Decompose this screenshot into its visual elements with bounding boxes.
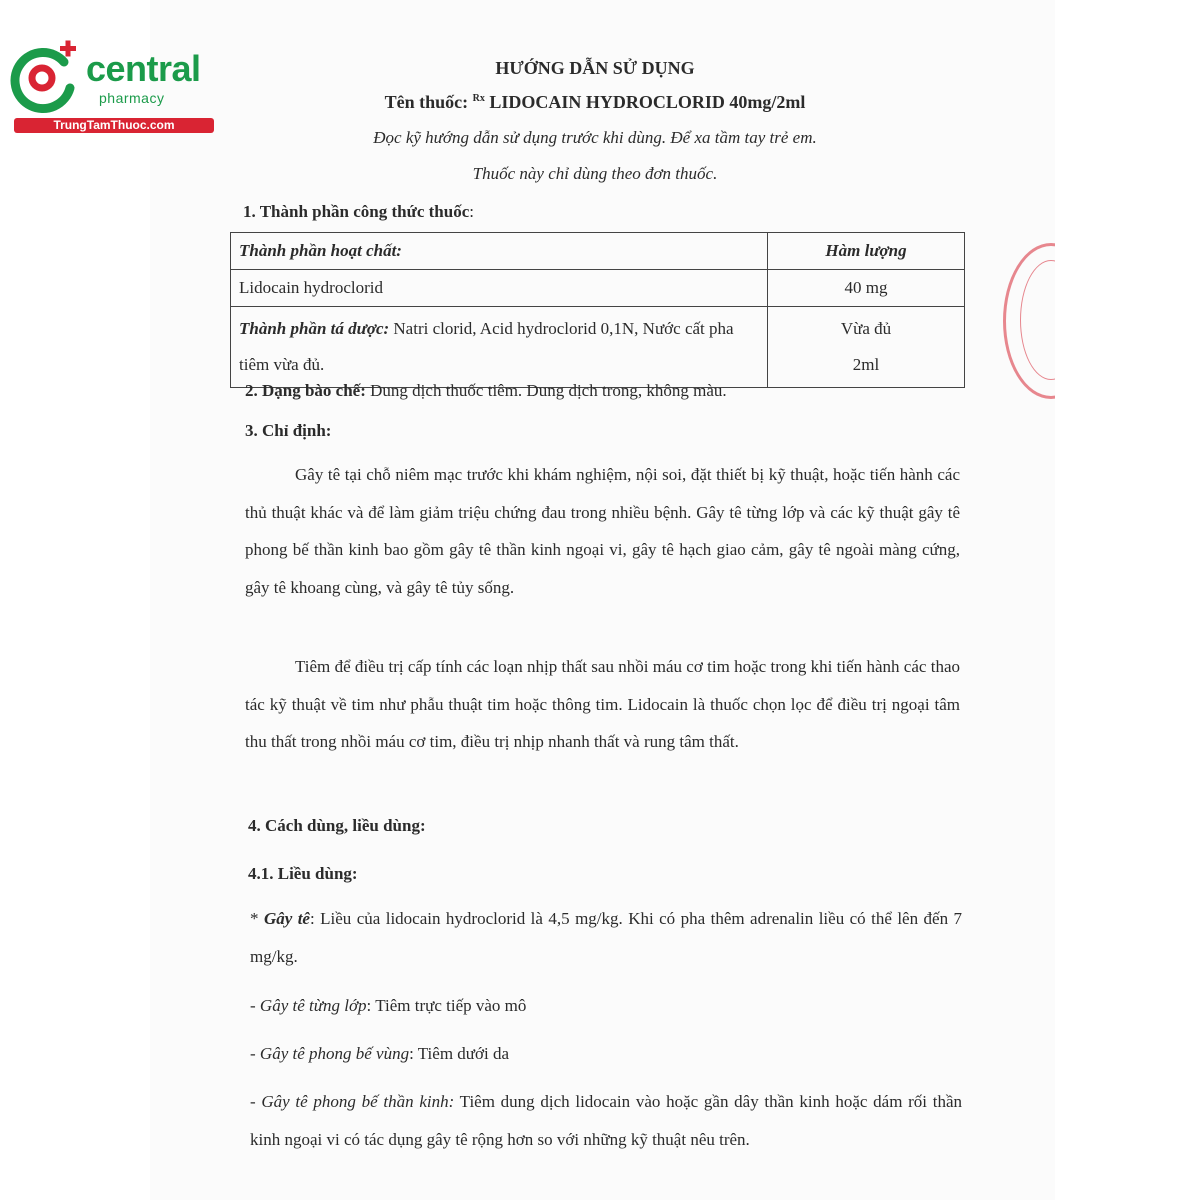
brand-logo[interactable] (8, 38, 218, 138)
table-row (231, 270, 965, 307)
section-4-heading (248, 816, 426, 836)
header-amount: Hàm lượng (768, 233, 965, 270)
section-2-title: 2. Dạng bào chế: (245, 381, 366, 400)
header-ingredient: Thành phần hoạt chất: (231, 233, 768, 270)
table-row (231, 307, 965, 388)
section-2-text: Dung dịch thuốc tiêm. Dung dịch trong, không màu. (370, 381, 727, 400)
section-3-title: 3. Chỉ định: (245, 421, 332, 440)
section-1-heading (243, 202, 474, 222)
prescription-note: Thuốc này chỉ dùng theo đơn thuốc. (472, 164, 718, 183)
drug-name: LIDOCAIN HYDROCLORID 40mg/2ml (489, 92, 806, 112)
dosage-item-3-label: - Gây tê phong bế thần kinh: (250, 1092, 455, 1111)
section-1-colon: : (469, 202, 474, 221)
dosage-label: Gây tê (263, 909, 310, 928)
dosage-item-2-text: : Tiêm dưới da (409, 1044, 510, 1063)
section-4-title: 4. Cách dùng, liều dùng: (248, 816, 426, 835)
indication-paragraph-2 (245, 648, 960, 761)
dosage-item-2-label: - Gây tê phong bế vùng (250, 1044, 410, 1063)
excipient-amount (768, 307, 965, 388)
document-title: HƯỚNG DẪN SỬ DỤNG (495, 58, 695, 78)
dosage-item-2 (250, 1044, 509, 1064)
ingredient-amount: 40 mg (768, 270, 965, 307)
drug-name-label: Tên thuốc: (384, 92, 469, 112)
dosage-anesthesia (250, 900, 962, 976)
section-4-1-title: 4.1. Liều dùng: (248, 864, 358, 883)
excipient-amount-1: Vừa đủ (840, 319, 892, 338)
dosage-bullet: * (250, 909, 264, 928)
logo-wordmark: central (86, 48, 201, 89)
drug-name-line (200, 92, 990, 113)
section-4-1-heading (248, 864, 358, 884)
excipient-amount-2: 2ml (852, 355, 880, 374)
excipient-cell (231, 307, 768, 388)
section-2 (245, 381, 727, 401)
ingredient-name: Lidocain hydroclorid (231, 270, 768, 307)
logo-subtitle: pharmacy (99, 90, 165, 106)
dosage-item-3-text: Tiêm dung dịch lidocain vào hoặc gần dây thần kinh hoặc dám rối thần kinh ngoại vi có tác dụng gây tê rộng hơn so với những kỹ thuật nêu trên. (250, 1092, 962, 1149)
excipient-label: Thành phần tá dược: (239, 319, 390, 338)
page-margin (1055, 0, 1200, 1200)
pharmacy-cross-icon (8, 38, 88, 118)
section-3-heading (245, 421, 331, 441)
table-row (231, 233, 965, 270)
section-1-title: 1. Thành phần công thức thuốc (243, 202, 470, 221)
dosage-item-3 (250, 1083, 962, 1159)
composition-table (230, 232, 965, 388)
rx-symbol: Rx (472, 93, 485, 104)
dosage-text: : Liều của lidocain hydroclorid là 4,5 mg/kg. Khi có pha thêm adrenalin liều có thể lên đến 7 mg/kg. (250, 909, 963, 966)
excipient-text: Natri clorid, Acid hydroclorid 0,1N, Nước cất pha tiêm vừa đủ. (239, 319, 734, 374)
indication-paragraph-1 (245, 456, 960, 606)
indication-text-2: Tiêm để điều trị cấp tính các loạn nhịp thất sau nhồi máu cơ tim hoặc trong khi tiến hành các thao tác kỹ thuật về tim như phẫu thuật tim hoặc thông tim. Lidocain là thuốc chọn lọc để điều trị ngoại tâm thu thất trong nhồi máu cơ tim, điều trị nhịp nhanh thất và rung tâm thất. (245, 657, 960, 751)
dosage-item-1-label: - Gây tê từng lớp (250, 996, 367, 1015)
indication-text-1: Gây tê tại chỗ niêm mạc trước khi khám nghiệm, nội soi, đặt thiết bị kỹ thuật, hoặc tiến hành các thủ thuật khác và để làm giảm triệu chứng đau trong nhiều bệnh. Gây tê từng lớp và các kỹ thuật gây tê phong bế thần kinh bao gồm gây tê thần kinh ngoại vi, gây tê hạch giao cảm, gây tê ngoài màng cứng, gây tê khoang cùng, và gây tê tủy sống. (245, 465, 960, 597)
instruction-note: Đọc kỹ hướng dẫn sử dụng trước khi dùng. Để xa tầm tay trẻ em. (373, 128, 817, 147)
logo-website[interactable]: TrungTamThuoc.com (14, 118, 214, 133)
dosage-item-1-text: : Tiêm trực tiếp vào mô (366, 996, 527, 1015)
dosage-item-1 (250, 996, 526, 1016)
